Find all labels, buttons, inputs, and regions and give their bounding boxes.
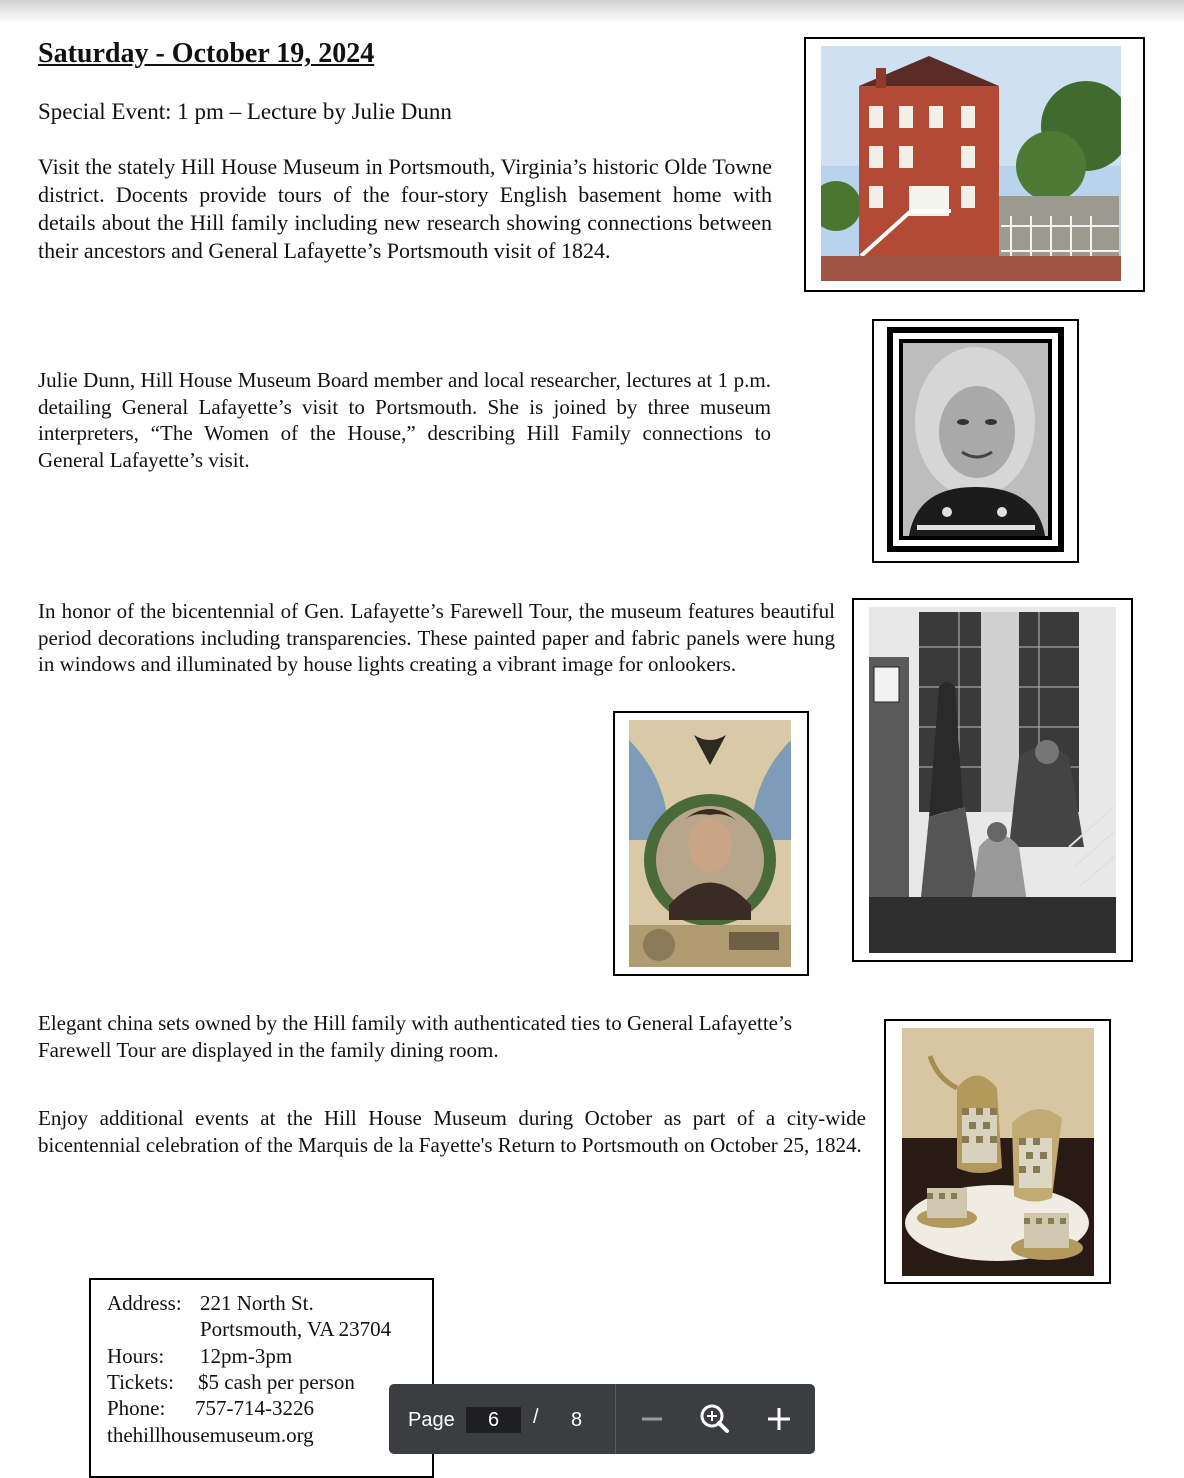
portrait-photo (887, 327, 1064, 552)
phone-value: 757-714-3226 (195, 1396, 314, 1420)
address-line1: 221 North St. (200, 1291, 314, 1315)
tickets-row (107, 1369, 355, 1395)
phone-row (107, 1395, 314, 1421)
special-event-line: Special Event: 1 pm – Lecture by Julie Dunn (38, 99, 452, 124)
address-label: Address: (107, 1291, 182, 1315)
hours-row (107, 1343, 293, 1369)
page-label: Page (408, 1409, 455, 1431)
viewer-top-shadow (0, 0, 1184, 24)
transparency-illustration (869, 607, 1116, 953)
hours-label: Hours: (107, 1344, 165, 1368)
visitor-info-box (89, 1278, 434, 1478)
address-line2: Portsmouth, VA 23704 (200, 1317, 392, 1341)
total-pages: 8 (571, 1409, 583, 1431)
paragraph-visit: Visit the stately Hill House Museum in Portsmouth, Virginia’s historic Olde Towne district. Docents provide tours of the four-story English basement home with details about the Hill family including new research showing connections between their ancestors and General Lafayette’s Portsmouth visit of 1824. (38, 154, 772, 263)
website-text: thehillhousemuseum.org (107, 1423, 314, 1447)
paragraph-china: Elegant china sets owned by the Hill family with authenticated ties to General Lafayette’s Farewell Tour are displayed in the family dining room. (38, 1011, 793, 1062)
plus-icon (759, 1399, 799, 1439)
paragraph-enjoy: Enjoy additional events at the Hill House Museum during October as part of a city-wide bicentennial celebration of the Marquis de la Fayette's Return to Portsmouth on October 25, 1824. (38, 1106, 866, 1157)
phone-label: Phone: (107, 1396, 166, 1420)
pdf-viewer-toolbar (389, 1384, 815, 1454)
paragraph-honor: In honor of the bicentennial of Gen. Lafayette’s Farewell Tour, the museum features beautiful period decorations including transparencies. These painted paper and fabric panels were hung in windows and illuminated by house lights creating a vibrant image for onlookers. (38, 599, 835, 676)
tickets-label: Tickets: (107, 1370, 174, 1394)
page-number-input[interactable]: 6 (466, 1407, 521, 1433)
page-separator: / (533, 1406, 539, 1428)
zoom-in-magnifier-icon (695, 1399, 735, 1439)
china-photo (902, 1028, 1094, 1276)
toolbar-divider (615, 1384, 616, 1454)
hours-value: 12pm-3pm (200, 1344, 293, 1368)
page-heading: Saturday - October 19, 2024 (38, 38, 375, 69)
website-row (107, 1422, 314, 1448)
zoom-out-button[interactable] (632, 1399, 672, 1439)
zoom-in-button[interactable] (759, 1399, 799, 1439)
tickets-value: $5 cash per person (198, 1370, 355, 1394)
paragraph-julie: Julie Dunn, Hill House Museum Board member and local researcher, lectures at 1 p.m. detailing General Lafayette’s visit to Portsmouth. She is joined by three museum interpreters, “The Women of the House,” describing Hill Family connections to General Lafayette’s visit. (38, 368, 771, 472)
zoom-fit-button[interactable] (695, 1399, 735, 1439)
minus-icon (632, 1399, 672, 1439)
address-row (107, 1290, 314, 1316)
house-photo (821, 46, 1121, 281)
lafayette-engraving (629, 720, 791, 967)
